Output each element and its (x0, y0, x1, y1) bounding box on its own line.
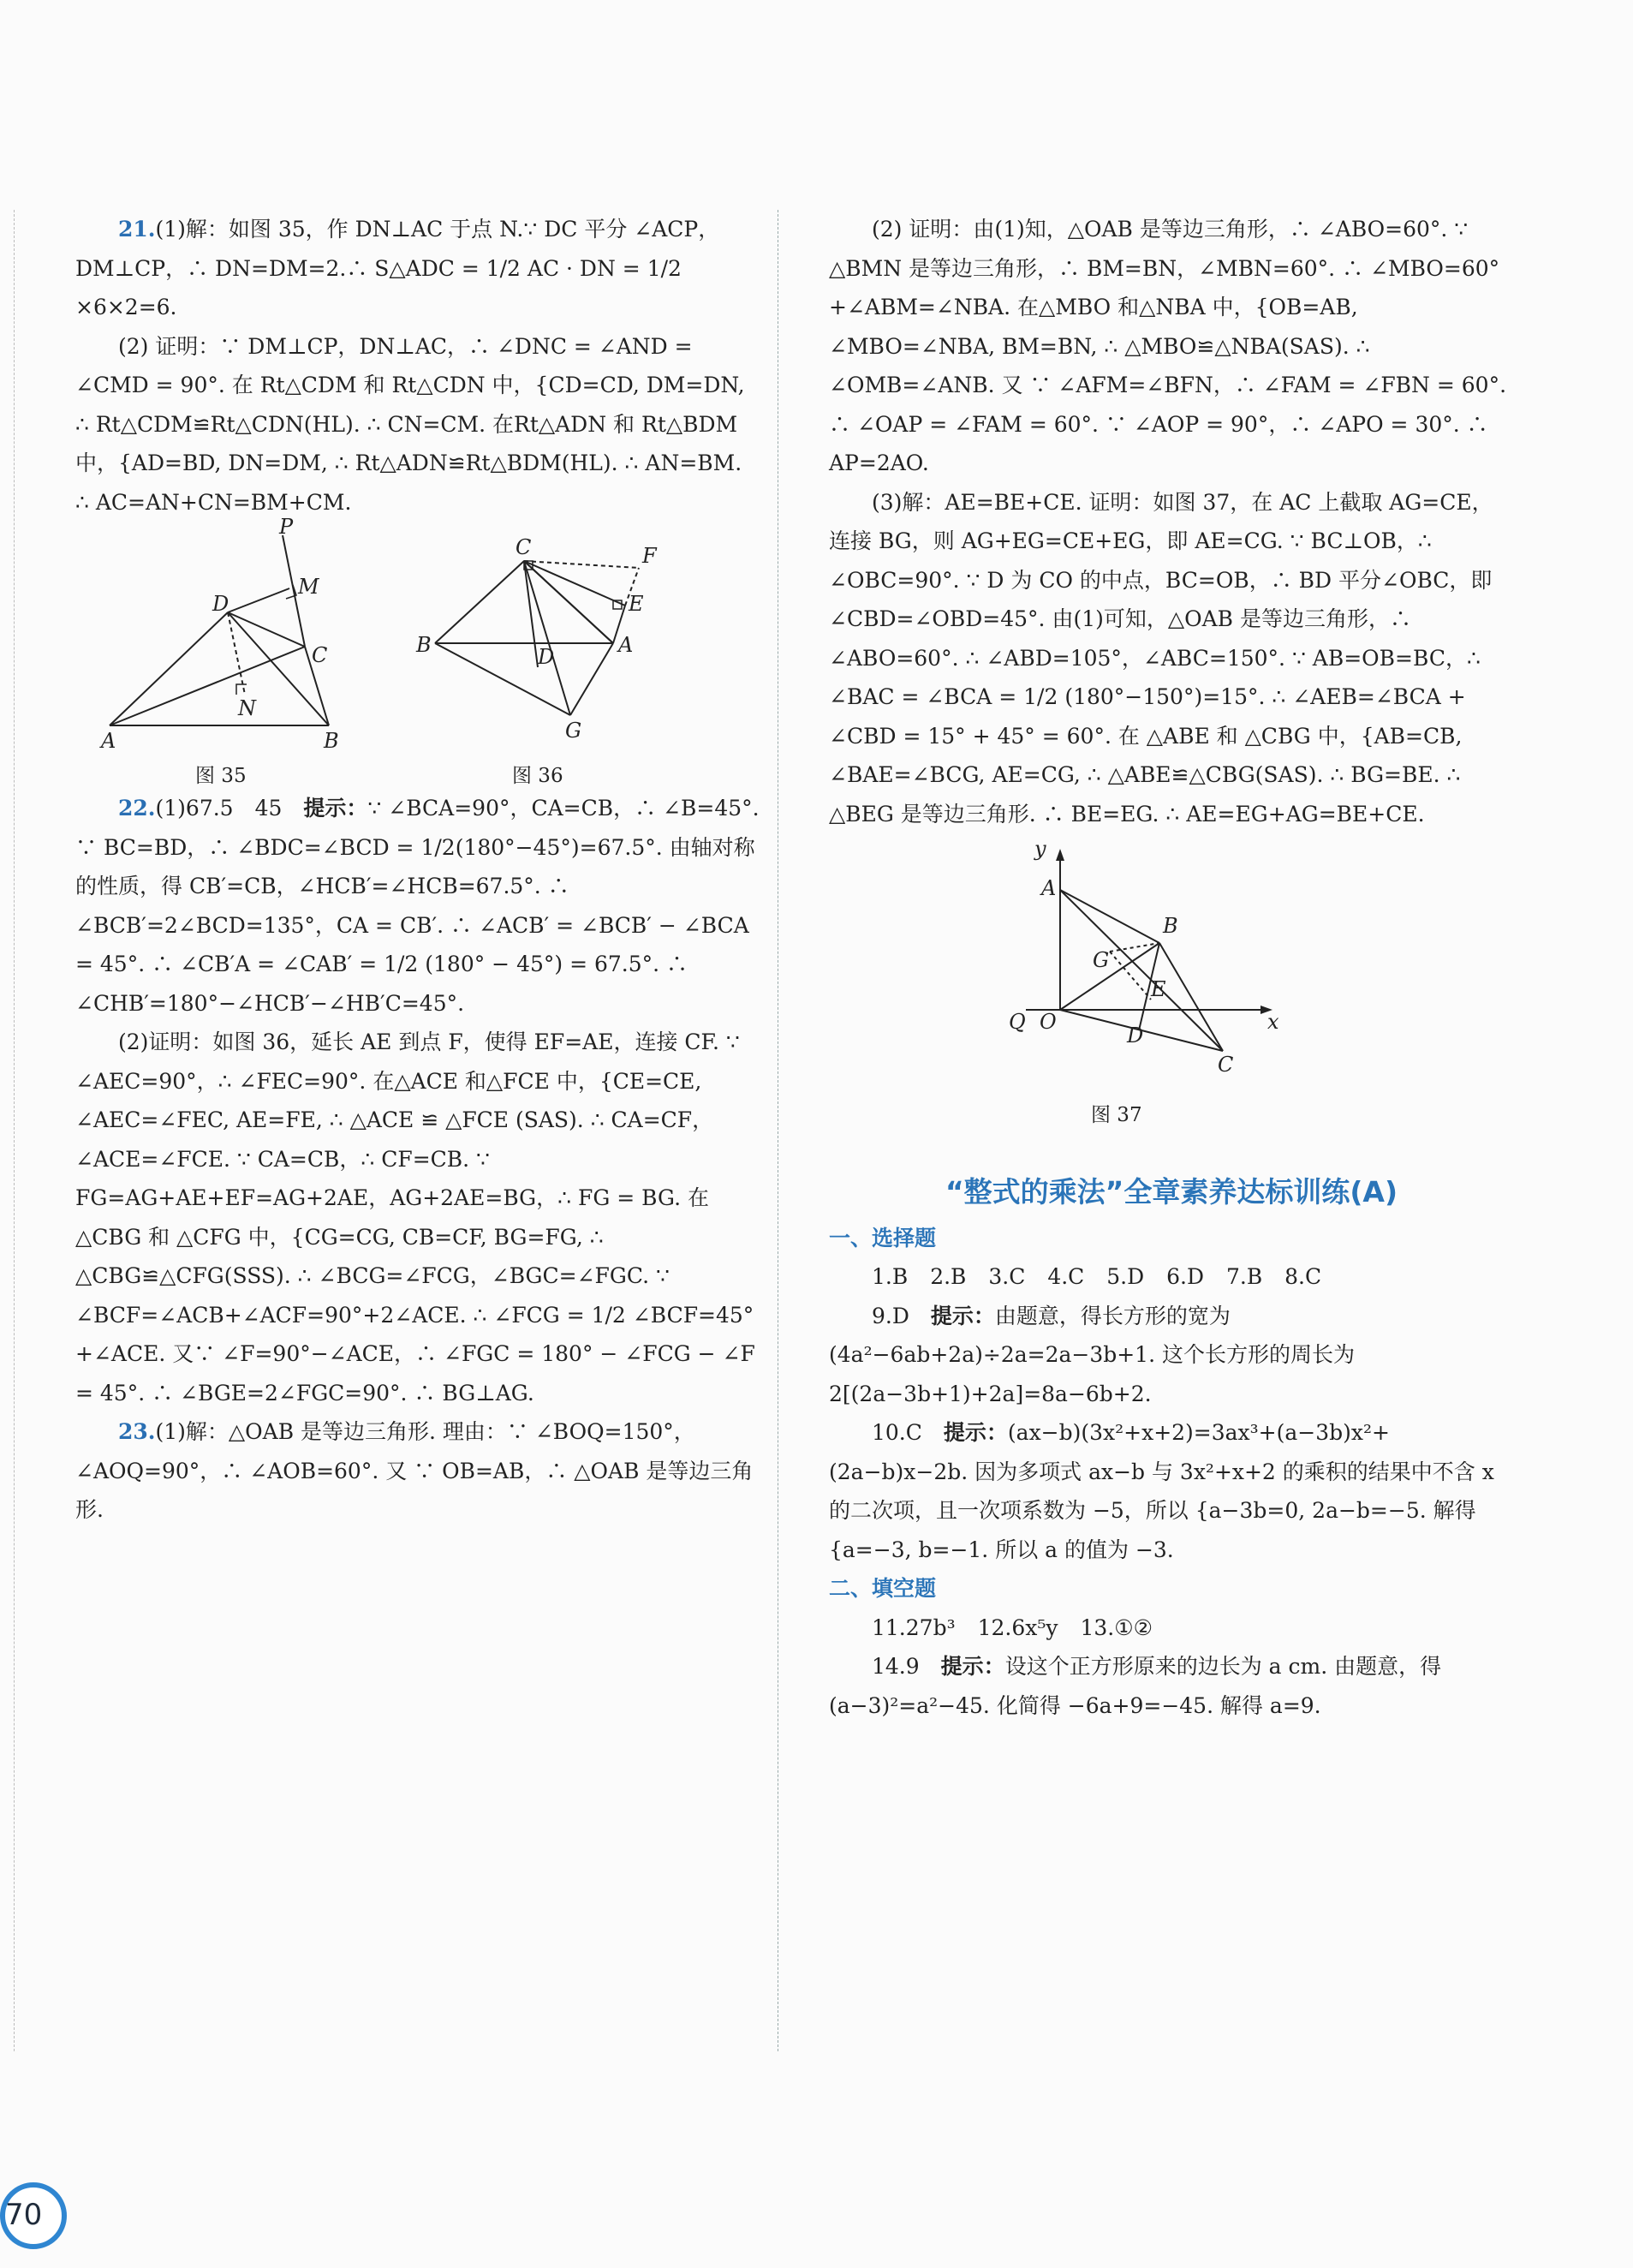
fig37-caption: 图 37 (1091, 1104, 1142, 1126)
left-column (75, 210, 760, 1530)
q10-answer: 10.C 提示：(ax−b)(3x²+x+2)=3ax³+(a−3b)x²+(2a−b)x−2b. 因为多项式 ax−b 与 3x²+x+2 的乘积的结果中不含 x 的二次项，且一次项系数为 −5，所以 {a−3b=0, 2a−b=−5. 解得 {a=−3, b=−1. 所以 a 的值为 −3. (829, 1420, 1494, 1562)
answer-4: 4.C (1047, 1264, 1085, 1289)
fig35-label-b: B (324, 729, 339, 753)
answer-8: 8.C (1284, 1264, 1322, 1289)
fig35-caption: 图 35 (195, 765, 247, 787)
fig36-label-c: C (516, 535, 532, 559)
fig37-label-q: Q (1009, 1010, 1026, 1034)
fig37-label-c: C (1218, 1053, 1234, 1077)
page-number: 70 (5, 2198, 43, 2232)
q21-part2: (2) 证明：∵ DM⊥CP，DN⊥AC，∴ ∠DNC = ∠AND = ∠CMD = 90°. 在 Rt△CDM 和 Rt△CDN 中，{CD=CD, DM=DN, ∴ Rt△CDM≌Rt△CDN(HL). ∴ CN=CM. 在Rt△ADN 和 Rt△BDM 中，{AD=BD, DN=DM, ∴ Rt△ADN≌Rt△BDM(HL). ∴ AN=BM. ∴ AC=AN+CN=BM+CM. (75, 333, 745, 515)
figure-35 (92, 515, 367, 787)
figures-35-36 (75, 515, 760, 787)
fig37-label-o: O (1040, 1010, 1057, 1034)
fig36-label-a: A (618, 633, 634, 657)
section-choice-title: 一、选择题 (829, 1225, 937, 1250)
fill-answers (872, 1608, 1514, 1648)
choice-answers (872, 1257, 1514, 1297)
fig36-label-g: G (565, 719, 582, 743)
answer-11: 11.27b³ (872, 1614, 956, 1640)
q23-part1: 23.(1)解：△OAB 是等边三角形. 理由：∵ ∠BOQ=150°，∠AOQ=90°，∴ ∠AOB=60°. 又 ∵ OB=AB，∴ △OAB 是等边三角形. (75, 1419, 754, 1522)
right-column (829, 210, 1514, 1725)
fig36-caption: 图 36 (512, 765, 563, 787)
answer-2: 2.B (930, 1264, 967, 1289)
fig36-label-d: D (538, 645, 555, 669)
fig36-label-e: E (629, 592, 644, 616)
fig37-label-a: A (1041, 876, 1057, 900)
answer-7: 7.B (1225, 1264, 1263, 1289)
answer-3: 3.C (988, 1264, 1026, 1289)
answer-5: 5.D (1106, 1264, 1145, 1289)
q9-answer: 9.D 提示：由题意，得长方形的宽为(4a²−6ab+2a)÷2a=2a−3b+1. 这个长方形的周长为 2[(2a−3b+1)+2a]=8a−6b+2. (829, 1303, 1355, 1406)
answer-13: 13.①② (1080, 1614, 1153, 1640)
figure-37 (1009, 839, 1317, 1155)
figure-36 (409, 527, 718, 787)
fig35-label-c: C (312, 643, 328, 667)
q14-answer: 14.9 提示：设这个正方形原来的边长为 a cm. 由题意，得(a−3)²=a²−45. 化简得 −6a+9=−45. 解得 a=9. (829, 1654, 1442, 1718)
answer-12: 12.6x⁵y (977, 1614, 1058, 1640)
fig35-label-m: M (298, 575, 319, 599)
fig37-label-g: G (1093, 948, 1110, 972)
fig37-label-y: y (1034, 837, 1046, 861)
figure-37-block (829, 839, 1514, 1155)
fig37-label-b: B (1163, 914, 1178, 938)
q22-part2: (2)证明：如图 36，延长 AE 到点 F，使得 EF=AE，连接 CF. ∵ ∠AEC=90°，∴ ∠FEC=90°. 在△ACE 和△FCE 中，{CE=CE, ∠AEC=∠FEC, AE=FE, ∴ △ACE ≌ △FCE (SAS). ∴ CA=CF，∠ACE=∠FCE. ∵ CA=CB，∴ CF=CB. ∵ FG=AG+AE+EF=AG+2AE，AG+2AE=BG，∴ FG = BG. 在 △CBG 和 △CFG 中，{CG=CG, CB=CF, BG=FG, ∴ △CBG≌△CFG(SSS). ∴ ∠BCG=∠FCG，∠BGC=∠FGC. ∵ ∠BCF=∠ACB+∠ACF=90°+2∠ACE. ∴ ∠FCG = 1/2 ∠BCF=45°+∠ACE. 又∵ ∠F=90°−∠ACE，∴ ∠FGC = 180° − ∠FCG − ∠F = 45°. ∴ ∠BGE=2∠FGC=90°. ∴ BG⊥AG. (75, 1030, 755, 1406)
q23-part3: (3)解：AE=BE+CE. 证明：如图 37，在 AC 上截取 AG=CE，连接 BG，则 AG+EG=CE+EG，即 AE=CG. ∵ BC⊥OB，∴ ∠OBC=90°. ∵ D 为 CO 的中点，BC=OB，∴ BD 平分∠OBC，即∠CBD=∠OBD=45°. 由(1)可知，△OAB 是等边三角形，∴ ∠ABO=60°. ∴ ∠ABD=105°，∠ABC=150°. ∵ AB=OB=BC，∴ ∠BAC = ∠BCA = 1/2 (180°−150°)=15°. ∴ ∠AEB=∠BCA + ∠CBD = 15° + 45° = 60°. 在 △ABE 和 △CBG 中，{AB=CB, ∠BAE=∠BCG, AE=CG, ∴ △ABE≌△CBG(SAS). ∴ BG=BE. ∴ △BEG 是等边三角形. ∴ BE=EG. ∴ AE=EG+AG=BE+CE. (829, 489, 1493, 827)
fig37-label-d: D (1127, 1024, 1144, 1047)
chapter-title: “整式的乘法”全章素养达标训练(A) (945, 1175, 1398, 1209)
fig35-label-a: A (101, 729, 116, 753)
section-fill-title: 二、填空题 (829, 1576, 937, 1601)
fig35-label-n: N (238, 696, 256, 720)
fig37-label-e: E (1151, 977, 1166, 1001)
left-margin-line (14, 210, 15, 2051)
answer-6: 6.D (1166, 1264, 1205, 1289)
fig36-label-f: F (642, 544, 657, 568)
fig36-label-b: B (416, 633, 432, 657)
fig35-label-d: D (212, 592, 229, 616)
q22-part1: 22.(1)67.5 45 提示：∵ ∠BCA=90°，CA=CB，∴ ∠B=45°. ∵ BC=BD，∴ ∠BDC=∠BCD = 1/2(180°−45°)=67.5°. 由轴对称的性质，得 CB′=CB，∠HCB′=∠HCB=67.5°. ∴ ∠BCB′=2∠BCD=135°，CA = CB′. ∴ ∠ACB′ = ∠BCB′ − ∠BCA = 45°. ∴ ∠CB′A = ∠CAB′ = 1/2 (180° − 45°) = 67.5°. ∴ ∠CHB′=180°−∠HCB′−∠HB′C=45°. (75, 796, 760, 1016)
q21-part1: 21.(1)解：如图 35，作 DN⊥AC 于点 N.∵ DC 平分 ∠ACP，DM⊥CP，∴ DN=DM=2.∴ S△ADC = 1/2 AC · DN = 1/2 ×6×2=6. (75, 217, 720, 319)
q23-part2: (2) 证明：由(1)知，△OAB 是等边三角形，∴ ∠ABO=60°. ∵ △BMN 是等边三角形，∴ BM=BN，∠MBN=60°. ∴ ∠MBO=60°+∠ABM=∠NBA. 在△MBO 和△NBA 中，{OB=AB, ∠MBO=∠NBA, BM=BN, ∴ △MBO≌△NBA(SAS). ∴ ∠OMB=∠ANB. 又 ∵ ∠AFM=∠BFN，∴ ∠FAM = ∠FBN = 60°. ∴ ∠OAP = ∠FAM = 60°. ∵ ∠AOP = 90°，∴ ∠APO = 30°. ∴ AP=2AO. (829, 217, 1507, 475)
fig37-label-x: x (1267, 1010, 1279, 1034)
answer-1: 1.B (872, 1264, 909, 1289)
fig35-label-p: P (279, 515, 294, 539)
